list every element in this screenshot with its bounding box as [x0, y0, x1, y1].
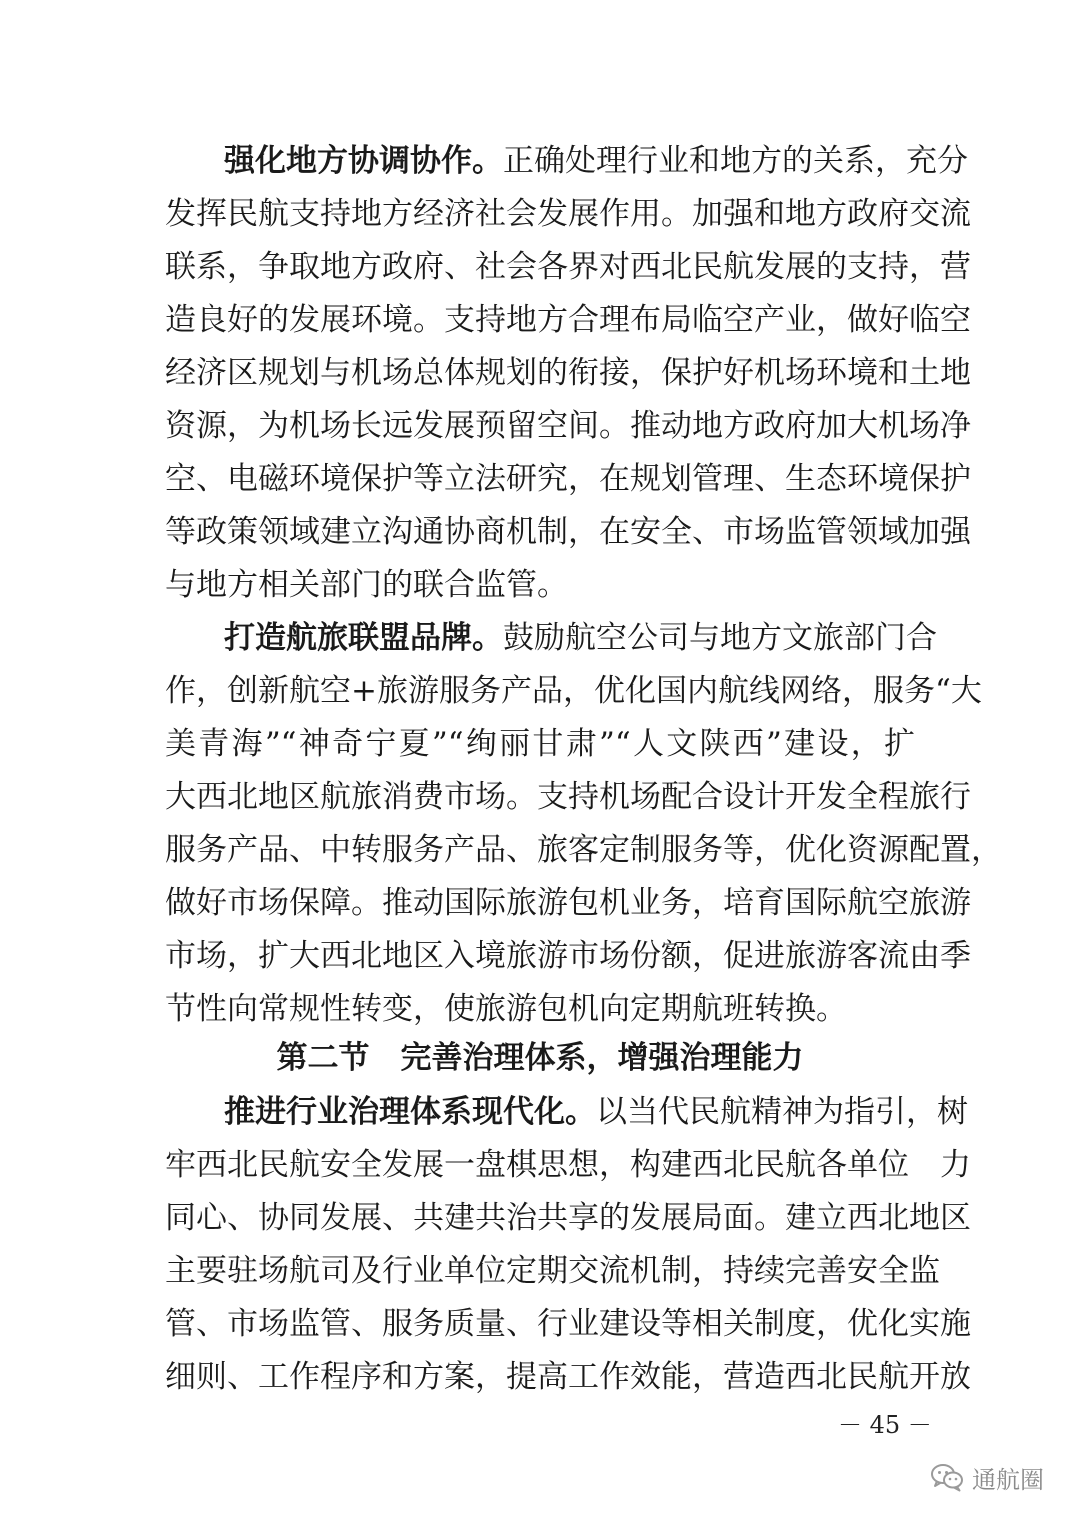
paragraph-1-line-3: 联系，争取地方政府、社会各界对西北民航发展的支持，营	[165, 249, 971, 285]
paragraph-2-line-5: 服务产品、中转服务产品、旅客定制服务等，优化资源配置，	[165, 832, 1002, 868]
section-heading: 第二节 完善治理体系，增强治理能力	[276, 1040, 804, 1076]
paragraph-3-line-2: 牢西北民航安全发展一盘棋思想，构建西北民航各单位 力	[165, 1147, 971, 1183]
paragraph-2-line-7: 市场，扩大西北地区入境旅游市场份额，促进旅游客流由季	[165, 938, 971, 974]
paragraph-1-line-1: 强化地方协调协作。正确处理行业和地方的关系，充分	[224, 143, 968, 179]
paragraph-3-line-1: 推进行业治理体系现代化。以当代民航精神为指引，树	[224, 1094, 968, 1130]
paragraph-3-line-5: 管、市场监管、服务质量、行业建设等相关制度，优化实施	[165, 1306, 971, 1342]
paragraph-2-line-8: 节性向常规性转变，使旅游包机向定期航班转换。	[165, 991, 847, 1027]
paragraph-2-line-1: 打造航旅联盟品牌。鼓励航空公司与地方文旅部门合	[224, 620, 937, 656]
paragraph-3-line-4: 主要驻场航司及行业单位定期交流机制，持续完善安全监	[165, 1253, 940, 1289]
paragraph-1-line-6: 资源，为机场长远发展预留空间。推动地方政府加大机场净	[165, 408, 971, 444]
paragraph-1-line-5: 经济区规划与机场总体规划的衔接，保护好机场环境和土地	[165, 355, 971, 391]
paragraph-3-line-6: 细则、工作程序和方案，提高工作效能，营造西北民航开放	[165, 1359, 971, 1395]
watermark-text: 通航圈	[972, 1465, 1044, 1494]
paragraph-2-line-3: 美青海”“神奇宁夏”“绚丽甘肃”“人文陕西”建设，扩	[165, 726, 915, 762]
paragraph-1-line-2: 发挥民航支持地方经济社会发展作用。加强和地方政府交流	[165, 196, 971, 232]
watermark	[930, 1455, 1044, 1499]
paragraph-1-line-7: 空、电磁环境保护等立法研究，在规划管理、生态环境保护	[165, 461, 971, 497]
paragraph-1-title: 强化地方协调协作。	[224, 143, 503, 179]
paragraph-1-line-4: 造良好的发展环境。支持地方合理布局临空产业，做好临空	[165, 302, 971, 338]
paragraph-3-title: 推进行业治理体系现代化。	[224, 1094, 596, 1130]
paragraph-2-line-6: 做好市场保障。推动国际旅游包机业务，培育国际航空旅游	[165, 885, 971, 921]
wechat-icon	[930, 1462, 964, 1492]
paragraph-1-line-8: 等政策领域建立沟通协商机制，在安全、市场监管领域加强	[165, 514, 971, 550]
paragraph-3-line-3: 同心、协同发展、共建共治共享的发展局面。建立西北地区	[165, 1200, 971, 1236]
paragraph-1-line-9: 与地方相关部门的联合监管。	[165, 567, 568, 603]
paragraph-2-line-4: 大西北地区航旅消费市场。支持机场配合设计开发全程旅行	[165, 779, 971, 815]
paragraph-2-line-2: 作，创新航空+旅游服务产品，优化国内航线网络，服务“大	[165, 673, 982, 709]
page-number: － 45 －	[838, 1411, 932, 1439]
paragraph-2-title: 打造航旅联盟品牌。	[224, 620, 503, 656]
